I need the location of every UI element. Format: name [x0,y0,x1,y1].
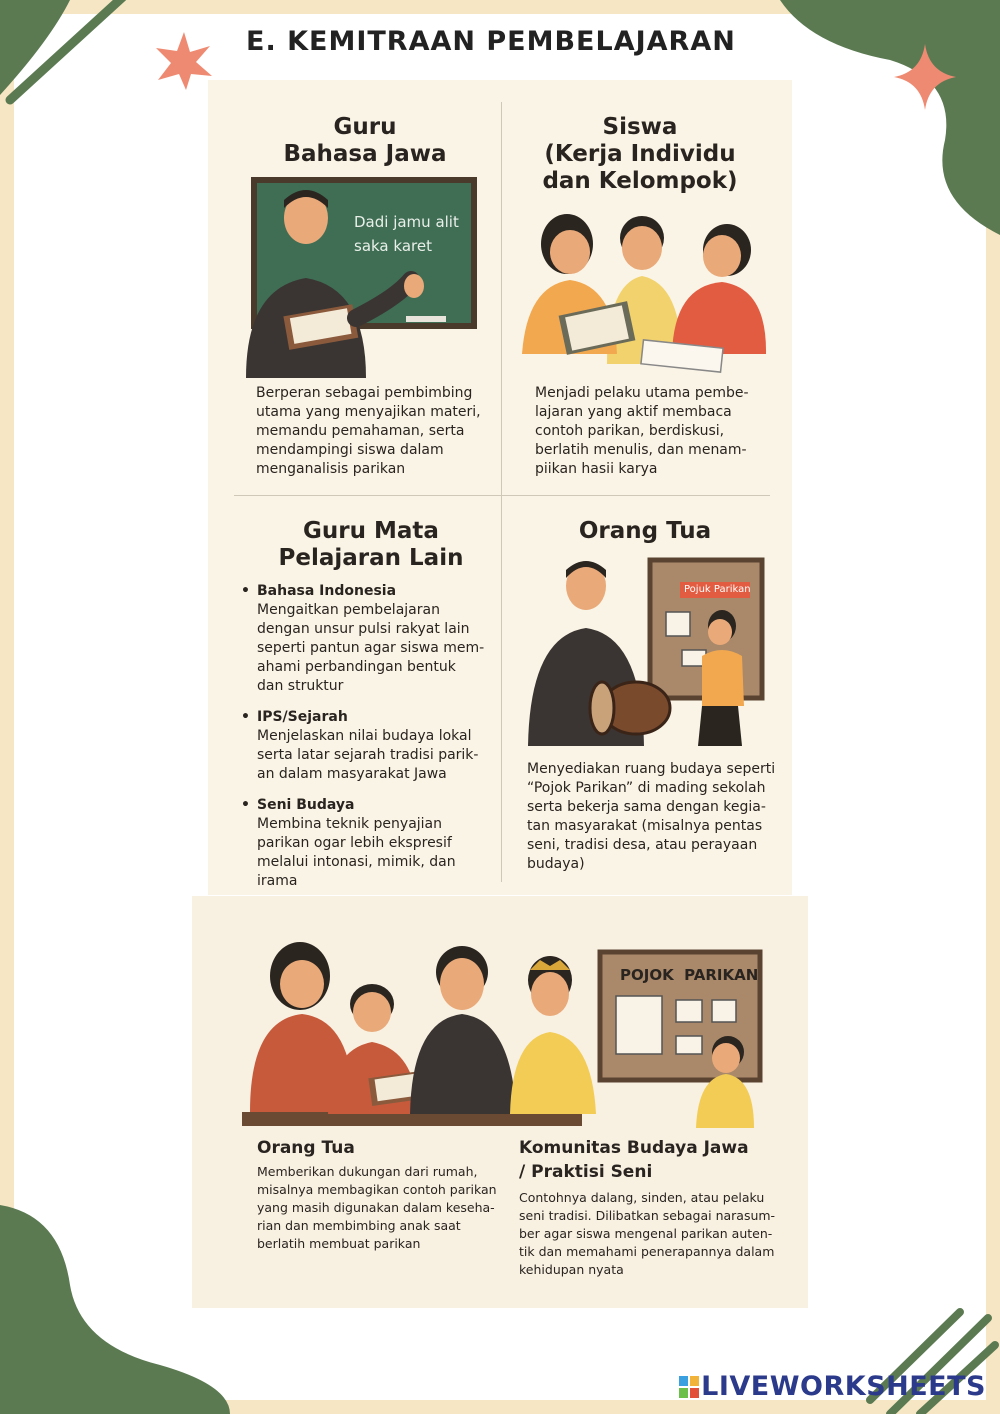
logo-icon [679,1376,699,1398]
guru-jawa-desc: Berperan sebagai pembimbing utama yang menyajikan materi, memandu pemahaman, serta mendampingi siswa dalam menganalisis parikan [256,385,481,477]
guru-lain-heading: Guru Mata Pelajaran Lain [278,518,464,571]
sparkle-icon [892,42,958,112]
siswa-desc: Menjadi pelaku utama pembe- lajaran yang aktif membaca contoh parikan, berdiskusi, berlatih menulis, dan menam- piikan hasii karya [535,385,749,477]
siswa-heading: Siswa (Kerja Individu dan Kelompok) [542,114,738,194]
leaf-top-right [780,0,1000,240]
board-text: Dadi jamu alit saka karet [354,213,459,255]
pojok-parikan-label: POJOK PARIKAN [620,966,759,984]
list-item: • Bahasa Indonesia Mengaitkan pembelajaran dengan unsur pulsi rakyat lain seperti pantun agar siswa mem- ahami perbandingan bentuk dan struktur [241,583,485,694]
orang-tua-bottom-heading: Orang Tua [257,1138,355,1158]
pojok-label: Pojuk Parikan [684,584,751,595]
guru-jawa-heading: Guru Bahasa Jawa [283,114,447,167]
orang-tua-bottom-desc: Memberikan dukungan dari rumah, misalnya membagikan contoh parikan yang masih digunakan dalam keseha- rian dan membimbing anak saat berlatih membuat parikan [257,1164,497,1251]
komunitas-heading: Komunitas Budaya Jawa / Praktisi Seni [519,1138,749,1182]
list-item: • Seni Budaya Membina teknik penyajian parikan ogar lebih ekspresif melalui intonasi, mimik, dan irama [241,797,456,889]
students-illustration [522,204,772,374]
komunitas-desc: Contohnya dalang, sinden, atau pelaku seni tradisi. Dilibatkan sebagai narasum- ber agar siswa mengenal parikan auten- tik dan memahami penerapannya dalam kehidupan nyata [519,1190,776,1277]
teacher-illustration [236,178,486,378]
vertical-divider [501,102,502,882]
leaf-top-left [0,0,140,110]
list-item: • IPS/Sejarah Menjelaskan nilai budaya lokal serta latar sejarah tradisi parik- an dalam masyarakat Jawa [241,709,479,782]
liveworksheets-logo: LIVEWORKSHEETS [679,1371,986,1402]
horizontal-divider [234,495,770,496]
orang-tua-desc: Menyediakan ruang budaya seperti “Pojok Parikan” di mading sekolah serta bekerja sama dengan kegia- tan masyarakat (misalnya pentas seni, tradisi desa, atau perayaan budaya) [527,761,776,872]
orang-tua-heading: Orang Tua [578,518,712,544]
star-icon [152,30,216,92]
page-title: E. KEMITRAAN PEMBELAJARAN [246,26,736,57]
